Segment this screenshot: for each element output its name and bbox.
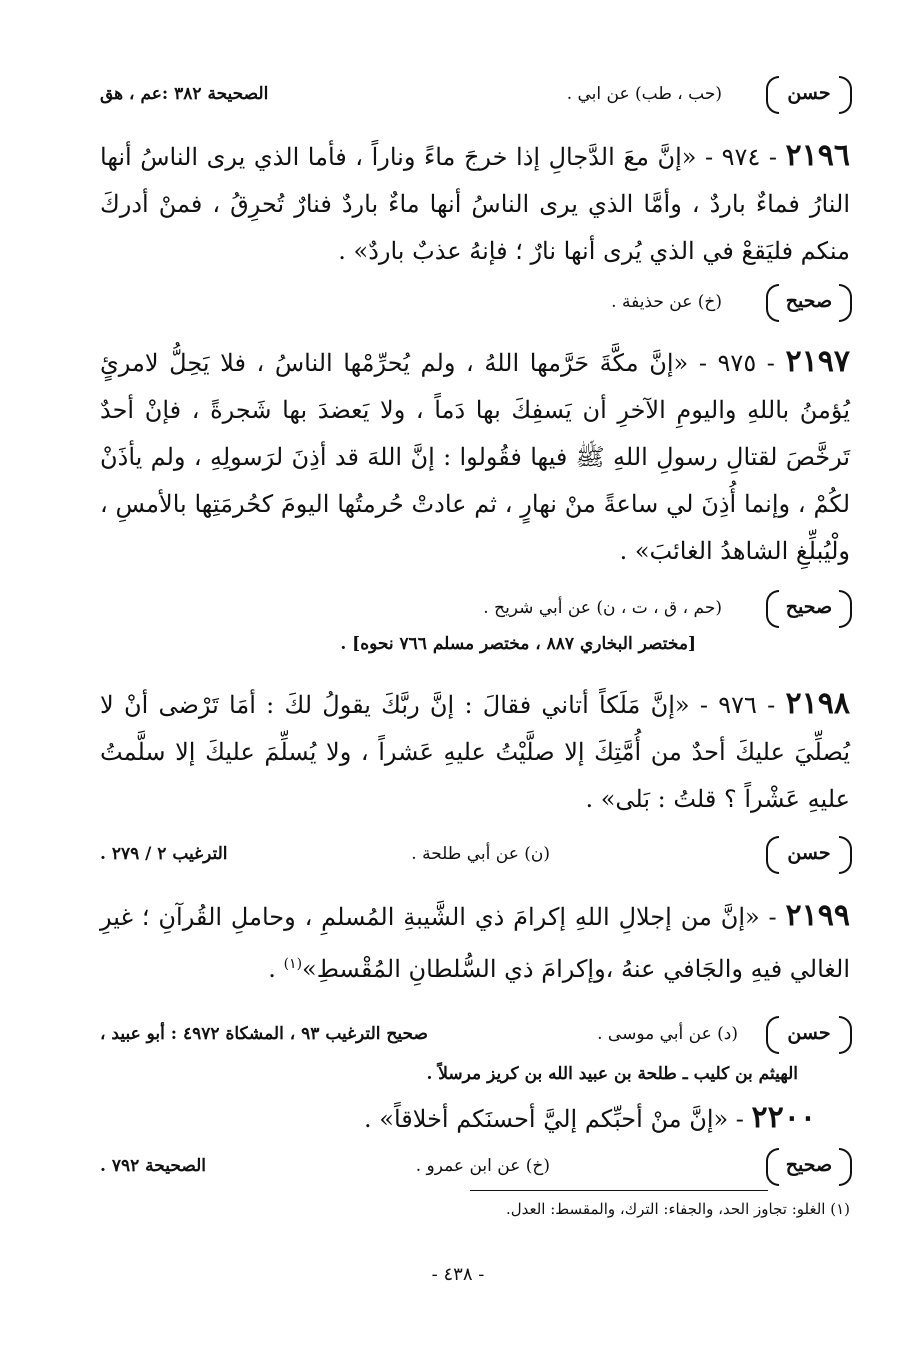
source-text: (حم ، ق ، ت ، ن) عن أبي شريح . — [483, 598, 722, 618]
hadith-2196 — [100, 132, 850, 275]
hadith-2198 — [100, 680, 850, 823]
footnote-mark: (١) — [283, 956, 303, 972]
grade-badge: حسن — [768, 76, 850, 110]
hadith-number: ٢١٩٧ — [785, 344, 850, 379]
source-line-2198 — [100, 834, 850, 874]
hadith-2199 — [100, 892, 850, 993]
grade-badge: حسن — [768, 836, 850, 870]
source-text: (حب ، طب) عن ابي . — [566, 84, 722, 104]
source-text: (خ) عن حذيفة . — [611, 292, 722, 312]
source-line-top — [100, 74, 850, 114]
reference-text: صحيح الترغيب ٩٣ ، المشكاة ٤٩٧٢ : أبو عبيد ، — [100, 1024, 428, 1044]
reference-text: الصحيحة ٣٨٢ :عم ، هق — [100, 84, 269, 104]
hadith-text: - ٩٧٦ - «إنَّ مَلَكاً أتاني فقالَ : إنَّ ربَّكَ يقولُ لكَ : أمَا تَرْضى أنْ لا يُصلِّيَ عليكَ أحدٌ من أُمَّتِكَ إلا صلَّيْتُ عليهِ عَشراً ، ولا يُسلِّمَ عليكَ إلا سلَّمتُ عليهِ عَشْراً ؟ قلتُ : بَلى» . — [100, 691, 850, 813]
source-line-2197 — [100, 588, 850, 628]
hadith-number: ٢١٩٦ — [785, 138, 850, 173]
source-text: (خ) عن ابن عمرو . — [415, 1156, 550, 1176]
hadith-text: - ٩٧٤ - «إنَّ معَ الدَّجالِ إذا خرجَ ماءً وناراً ، فأما الذي يرى الناسُ أنها النارُ فماءٌ باردٌ ، وأمَّا الذي يرى الناسُ أنها ماءٌ باردٌ فنارٌ تُحرِقُ ، فمنْ أدركَ منكم فليَقعْ في الذي يُرى أنها نارٌ ؛ فإنهُ عذبٌ باردٌ» . — [100, 143, 850, 265]
hadith-number: ٢١٩٩ — [785, 898, 850, 933]
source-text: (ن) عن أبي طلحة . — [411, 844, 550, 864]
grade-badge: صحيح — [768, 1148, 850, 1182]
hadith-number: ٢١٩٨ — [785, 686, 850, 721]
hadith-number: ٢٢٠٠ — [751, 1100, 816, 1135]
hadith-2197 — [100, 338, 850, 575]
page-number: - ٤٣٨ - — [431, 1264, 485, 1285]
reference-text: الترغيب ٢ / ٢٧٩ . — [100, 844, 228, 864]
hadith-text-end: . — [268, 955, 276, 983]
hadith-text: - «إنَّ من إجلالِ اللهِ إكرامَ ذي الشَّيبةِ المُسلمِ ، وحاملِ القُرآنِ ؛ غيرِ الغالي فيهِ والجَافي عنهُ ،وإكرامَ ذي السُّلطانِ المُقْسطِ» — [100, 903, 850, 983]
hadith-text: - «إنَّ منْ أحبِّكم إليَّ أحسنَكم أخلاقاً» . — [364, 1105, 744, 1133]
grade-badge: صحيح — [768, 284, 850, 318]
footnote-separator — [470, 1190, 768, 1191]
reference-text: الصحيحة ٧٩٢ . — [100, 1156, 207, 1176]
source-text: (د) عن أبي موسى . — [597, 1024, 738, 1044]
grade-badge: حسن — [768, 1016, 850, 1050]
reference-text-2199-cont: الهيثم بن كليب ـ طلحة بن عبيد الله بن كريز مرسلاً . — [426, 1064, 798, 1084]
source-line-2196 — [100, 282, 850, 322]
hadith-2200 — [100, 1094, 816, 1143]
source-line-2199 — [100, 1014, 850, 1054]
footnote: (١) الغلو: تجاوز الحد، والجفاء: الترك، والمقسط: العدل. — [505, 1200, 850, 1218]
grade-badge: صحيح — [768, 590, 850, 624]
hadith-text: - ٩٧٥ - «إنَّ مكَّةَ حَرَّمها اللهُ ، ولم يُحرِّمْها الناسُ ، فلا يَحِلُّ لامرئٍ يُؤمنُ باللهِ واليومِ الآخرِ أن يَسفِكَ بها دَماً ، ولا يَعضدَ بها شَجرةً ، فإنْ أحدٌ تَرخَّصَ لقتالِ رسولِ اللهِ ﷺ فيها فقُولوا : إنَّ اللهَ قد أذِنَ لرَسولِهِ ، ولم يأذَنْ لكُمْ ، وإنما أُذِنَ لي ساعةً منْ نهارٍ ، ثم عادتْ حُرمتُها اليومَ كحُرمَتِها بالأمسِ ، ولْيُبلِّغِ الشاهدُ الغائبَ» . — [100, 349, 850, 565]
reference-text-2197: [مختصر البخاري ٨٨٧ ، مختصر مسلم ٧٦٦ نحوه] . — [340, 634, 696, 654]
source-line-2200 — [100, 1146, 850, 1186]
